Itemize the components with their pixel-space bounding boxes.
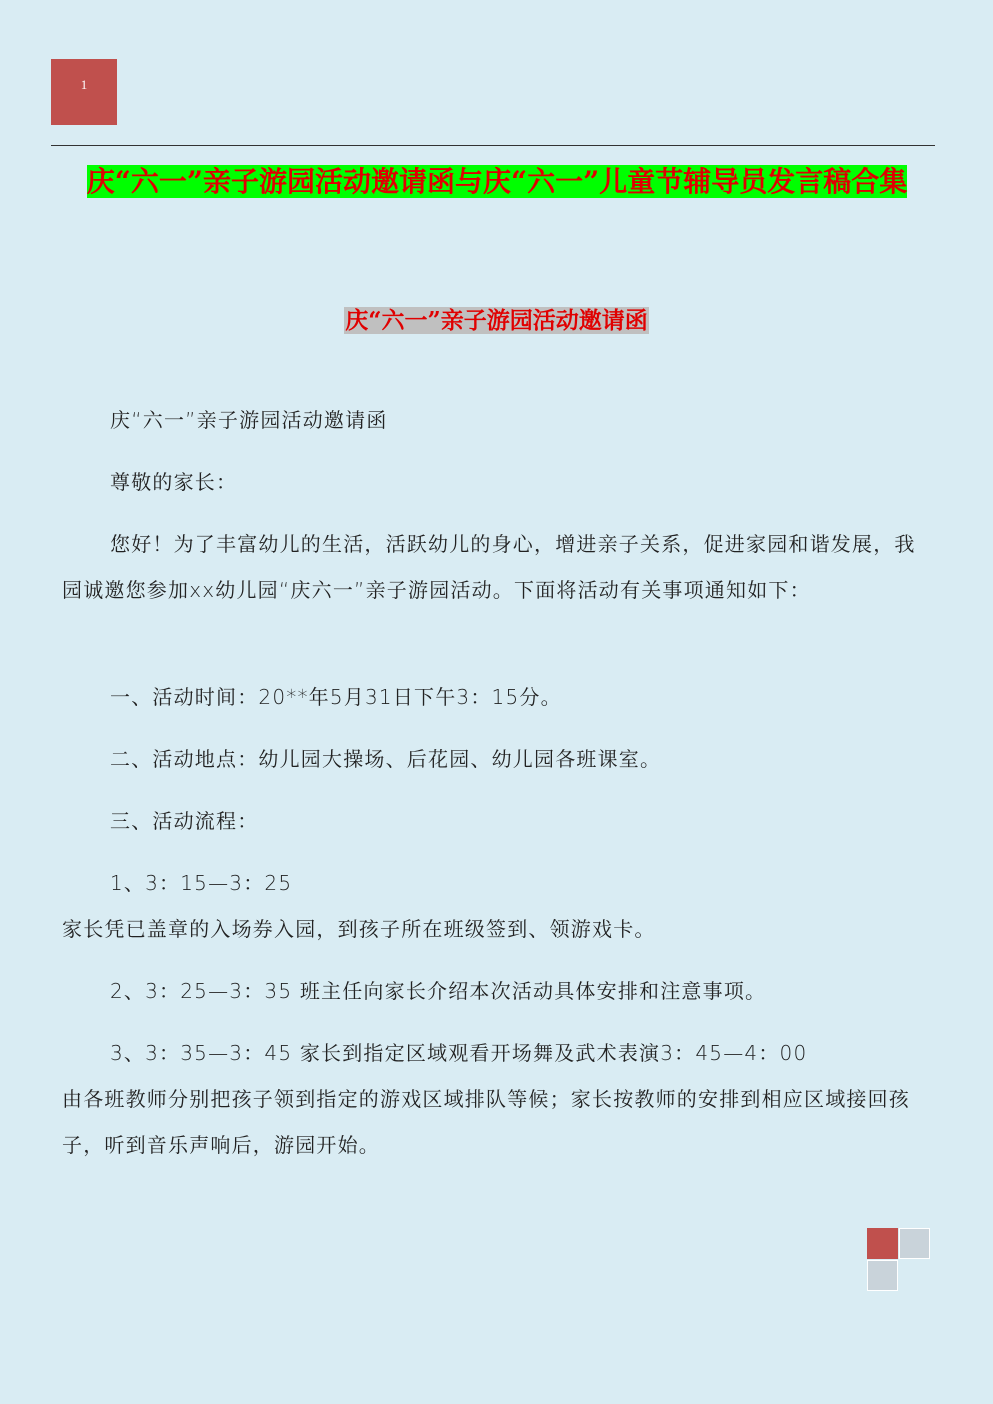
section-title: [0, 304, 993, 338]
process-step-2: 2、3：25—3：35 班主任向家长介绍本次活动具体安排和注意事项。: [110, 979, 767, 1003]
process-step-3-detail: 由各班教师分别把孩子领到指定的游戏区域排队等候；家长按教师的安排到相应区域接回孩子，听到音乐声响后，游园开始。: [62, 1087, 910, 1157]
process-step-3: 3、3：35—3：45 家长到指定区域观看开场舞及武术表演3：45—4：00: [110, 1041, 808, 1065]
salutation: 尊敬的家长：: [110, 470, 238, 494]
letter-heading: 庆“六一”亲子游园活动邀请函: [110, 408, 388, 432]
corner-square-red: [867, 1228, 898, 1259]
document-title-text: 庆“六一”亲子游园活动邀请函与庆“六一”儿童节辅导员发言稿合集: [86, 165, 908, 198]
corner-square-gray: [899, 1228, 930, 1259]
activity-location: 二、活动地点：幼儿园大操场、后花园、幼儿园各班课室。: [110, 747, 662, 771]
corner-square-gray: [867, 1260, 898, 1291]
process-step-1-time: 1、3：15—3：25: [110, 871, 293, 895]
corner-decoration: [867, 1228, 933, 1294]
header-divider: [51, 145, 935, 146]
process-step-1-detail: 家长凭已盖章的入场券入园，到孩子所在班级签到、领游戏卡。: [62, 917, 656, 941]
page-number: 1: [80, 77, 88, 92]
activity-process-heading: 三、活动流程：: [110, 809, 259, 833]
page-number-badge: [51, 59, 117, 125]
activity-time: 一、活动时间：20**年5月31日下午3：15分。: [110, 685, 562, 709]
intro-paragraph: 您好！为了丰富幼儿的生活，活跃幼儿的身心，增进亲子关系，促进家园和谐发展，我园诚邀您参加xx幼儿园“庆六一”亲子游园活动。下面将活动有关事项通知如下：: [62, 532, 916, 602]
section-title-text: 庆“六一”亲子游园活动邀请函: [345, 307, 648, 334]
document-title: [62, 164, 932, 200]
